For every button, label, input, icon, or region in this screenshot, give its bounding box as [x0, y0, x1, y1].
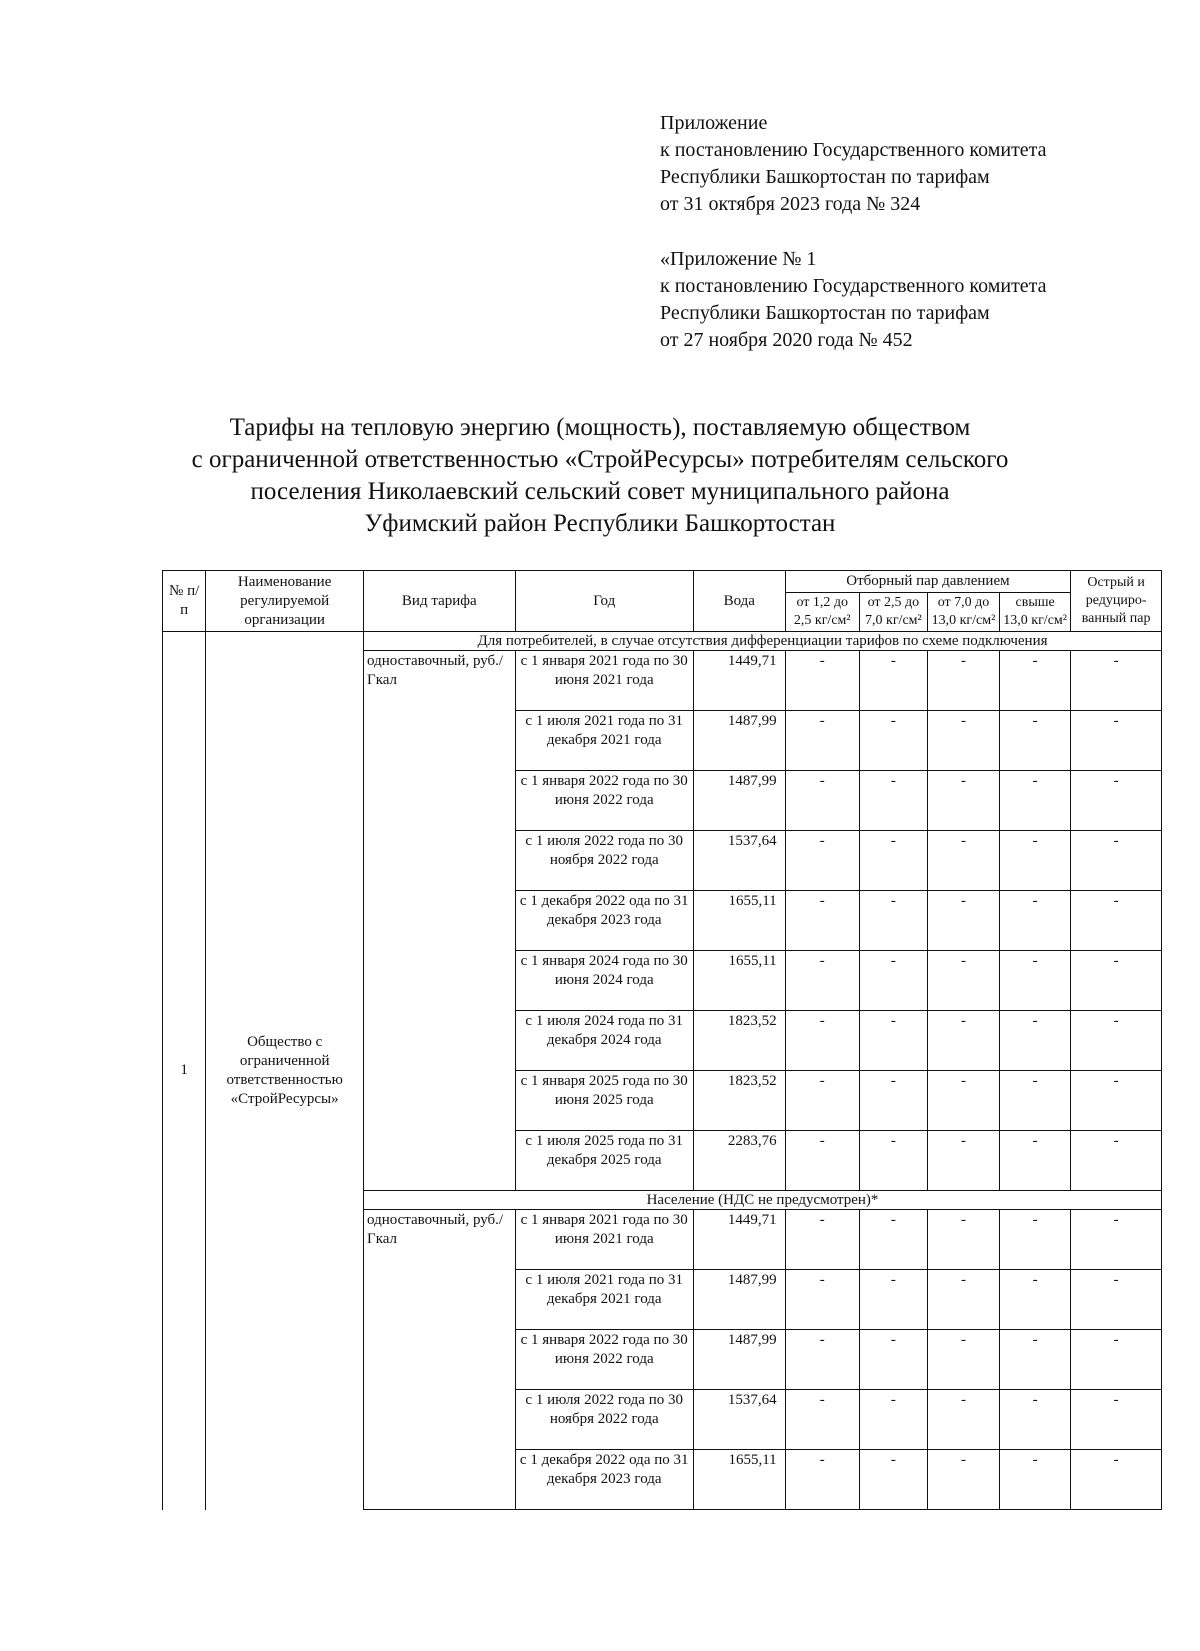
- section-title: Для потребителей, в случае отсутствия дифференциации тарифов по схеме подключения: [364, 632, 1162, 651]
- steam-3-cell: -: [927, 771, 999, 831]
- col-header-organization: Наименование регулируемой организации: [206, 571, 364, 632]
- steam-3-cell: -: [927, 1270, 999, 1330]
- sharp-steam-cell: -: [1071, 1450, 1162, 1510]
- steam-2-cell: -: [859, 1210, 927, 1270]
- steam-2-cell: -: [859, 951, 927, 1011]
- steam-3-cell: -: [927, 1450, 999, 1510]
- col-header-steam-group: Отборный пар давлением: [785, 571, 1071, 593]
- period-cell: с 1 июля 2024 года по 31 декабря 2024 года: [515, 1011, 693, 1071]
- water-tariff-cell: 2283,76: [693, 1131, 785, 1191]
- period-cell: с 1 января 2022 года по 30 июня 2022 года: [515, 771, 693, 831]
- steam-1-cell: -: [785, 771, 859, 831]
- water-tariff-cell: 1537,64: [693, 1390, 785, 1450]
- col-header-tariff-type: Вид тарифа: [364, 571, 516, 632]
- tariff-type: одноставочный, руб./Гкал: [364, 1210, 516, 1510]
- sharp-steam-cell: -: [1071, 1131, 1162, 1191]
- table-body: [163, 632, 1162, 1510]
- water-tariff-cell: 1449,71: [693, 1210, 785, 1270]
- sharp-steam-cell: -: [1071, 651, 1162, 711]
- steam-2-cell: -: [859, 651, 927, 711]
- water-tariff-cell: 1655,11: [693, 951, 785, 1011]
- col-header-year: Год: [515, 571, 693, 632]
- steam-1-cell: -: [785, 1330, 859, 1390]
- steam-4-cell: -: [1000, 1131, 1071, 1191]
- steam-3-cell: -: [927, 891, 999, 951]
- steam-3-cell: -: [927, 1390, 999, 1450]
- col-header-sharp-steam: Острый и редуциро-ванный пар: [1071, 571, 1162, 632]
- steam-4-cell: -: [1000, 651, 1071, 711]
- steam-4-cell: -: [1000, 1450, 1071, 1510]
- period-cell: с 1 декабря 2022 ода по 31 декабря 2023 года: [515, 891, 693, 951]
- appendix-1-line: к постановлению Государственного комитета: [660, 275, 1047, 297]
- steam-4-cell: -: [1000, 1210, 1071, 1270]
- steam-4-cell: -: [1000, 1270, 1071, 1330]
- col-header-steam-1: от 1,2 до 2,5 кг/см²: [785, 593, 859, 632]
- row-number: 1: [163, 632, 206, 1510]
- period-cell: с 1 декабря 2022 ода по 31 декабря 2023 года: [515, 1450, 693, 1510]
- water-tariff-cell: 1537,64: [693, 831, 785, 891]
- steam-1-cell: -: [785, 651, 859, 711]
- steam-4-cell: -: [1000, 711, 1071, 771]
- steam-2-cell: -: [859, 831, 927, 891]
- period-cell: с 1 июля 2022 года по 30 ноября 2022 года: [515, 831, 693, 891]
- steam-2-cell: -: [859, 1131, 927, 1191]
- steam-4-cell: -: [1000, 1330, 1071, 1390]
- period-cell: с 1 января 2024 года по 30 июня 2024 года: [515, 951, 693, 1011]
- steam-1-cell: -: [785, 1270, 859, 1330]
- period-cell: с 1 января 2022 года по 30 июня 2022 года: [515, 1330, 693, 1390]
- title-line: Тарифы на тепловую энергию (мощность), поставляемую обществом: [229, 414, 971, 441]
- sharp-steam-cell: -: [1071, 1390, 1162, 1450]
- period-cell: с 1 июля 2025 года по 31 декабря 2025 года: [515, 1131, 693, 1191]
- appendix-date: от 31 октября 2023 года № 324: [660, 193, 921, 215]
- sharp-steam-cell: -: [1071, 1011, 1162, 1071]
- appendix-line: к постановлению Государственного комитета: [660, 139, 1047, 161]
- water-tariff-cell: 1487,99: [693, 771, 785, 831]
- tariff-type: одноставочный, руб./Гкал: [364, 651, 516, 1191]
- appendix-line: Республики Башкортостан по тарифам: [660, 166, 990, 188]
- water-tariff-cell: 1487,99: [693, 1270, 785, 1330]
- water-tariff-cell: 1487,99: [693, 711, 785, 771]
- water-tariff-cell: 1487,99: [693, 1330, 785, 1390]
- steam-4-cell: -: [1000, 1011, 1071, 1071]
- steam-1-cell: -: [785, 1450, 859, 1510]
- section-title-row: [163, 632, 1162, 651]
- steam-2-cell: -: [859, 891, 927, 951]
- steam-4-cell: -: [1000, 771, 1071, 831]
- steam-1-cell: -: [785, 1071, 859, 1131]
- steam-4-cell: -: [1000, 951, 1071, 1011]
- steam-1-cell: -: [785, 831, 859, 891]
- steam-3-cell: -: [927, 1330, 999, 1390]
- appendix-1-title: «Приложение № 1: [660, 248, 817, 270]
- steam-2-cell: -: [859, 1390, 927, 1450]
- steam-3-cell: -: [927, 1210, 999, 1270]
- steam-1-cell: -: [785, 1011, 859, 1071]
- steam-2-cell: -: [859, 771, 927, 831]
- sharp-steam-cell: -: [1071, 1270, 1162, 1330]
- col-header-water: Вода: [693, 571, 785, 632]
- water-tariff-cell: 1823,52: [693, 1011, 785, 1071]
- steam-4-cell: -: [1000, 891, 1071, 951]
- organization-name: Общество с ограниченной ответственностью «СтройРесурсы»: [206, 632, 364, 1510]
- steam-4-cell: -: [1000, 831, 1071, 891]
- steam-4-cell: -: [1000, 1390, 1071, 1450]
- water-tariff-cell: 1449,71: [693, 651, 785, 711]
- steam-2-cell: -: [859, 1071, 927, 1131]
- col-header-steam-2: от 2,5 до 7,0 кг/см²: [859, 593, 927, 632]
- sharp-steam-cell: -: [1071, 1330, 1162, 1390]
- steam-3-cell: -: [927, 1011, 999, 1071]
- document-title: [150, 412, 1050, 540]
- steam-2-cell: -: [859, 1330, 927, 1390]
- sharp-steam-cell: -: [1071, 711, 1162, 771]
- tariff-table: [162, 570, 1162, 1510]
- steam-1-cell: -: [785, 1210, 859, 1270]
- period-cell: с 1 июля 2022 года по 30 ноября 2022 года: [515, 1390, 693, 1450]
- section-title: Население (НДС не предусмотрен)*: [364, 1191, 1162, 1210]
- steam-2-cell: -: [859, 1270, 927, 1330]
- steam-1-cell: -: [785, 711, 859, 771]
- appendix-title: Приложение: [660, 112, 768, 134]
- steam-1-cell: -: [785, 1390, 859, 1450]
- steam-3-cell: -: [927, 1071, 999, 1131]
- period-cell: с 1 января 2021 года по 30 июня 2021 года: [515, 1210, 693, 1270]
- steam-2-cell: -: [859, 711, 927, 771]
- sharp-steam-cell: -: [1071, 951, 1162, 1011]
- steam-1-cell: -: [785, 891, 859, 951]
- water-tariff-cell: 1823,52: [693, 1071, 785, 1131]
- title-line: с ограниченной ответственностью «СтройРесурсы» потребителям сельского: [191, 446, 1009, 473]
- appendix-1-header: [660, 246, 1047, 354]
- steam-4-cell: -: [1000, 1071, 1071, 1131]
- steam-3-cell: -: [927, 831, 999, 891]
- steam-3-cell: -: [927, 951, 999, 1011]
- appendix-header: [660, 110, 1047, 218]
- period-cell: с 1 июля 2021 года по 31 декабря 2021 года: [515, 711, 693, 771]
- sharp-steam-cell: -: [1071, 1210, 1162, 1270]
- steam-3-cell: -: [927, 711, 999, 771]
- title-line: поселения Николаевский сельский совет муниципального района: [250, 478, 950, 505]
- period-cell: с 1 января 2021 года по 30 июня 2021 года: [515, 651, 693, 711]
- period-cell: с 1 января 2025 года по 30 июня 2025 года: [515, 1071, 693, 1131]
- appendix-1-date: от 27 ноября 2020 года № 452: [660, 329, 913, 351]
- period-cell: с 1 июля 2021 года по 31 декабря 2021 года: [515, 1270, 693, 1330]
- sharp-steam-cell: -: [1071, 1071, 1162, 1131]
- sharp-steam-cell: -: [1071, 891, 1162, 951]
- steam-1-cell: -: [785, 1131, 859, 1191]
- steam-2-cell: -: [859, 1450, 927, 1510]
- steam-1-cell: -: [785, 951, 859, 1011]
- steam-3-cell: -: [927, 1131, 999, 1191]
- water-tariff-cell: 1655,11: [693, 1450, 785, 1510]
- water-tariff-cell: 1655,11: [693, 891, 785, 951]
- title-line: Уфимский район Республики Башкортостан: [364, 510, 836, 537]
- sharp-steam-cell: -: [1071, 831, 1162, 891]
- col-header-num: № п/п: [163, 571, 206, 632]
- steam-3-cell: -: [927, 651, 999, 711]
- col-header-steam-4: свыше 13,0 кг/см²: [1000, 593, 1071, 632]
- steam-2-cell: -: [859, 1011, 927, 1071]
- appendix-1-line: Республики Башкортостан по тарифам: [660, 302, 990, 324]
- col-header-steam-3: от 7,0 до 13,0 кг/см²: [927, 593, 999, 632]
- sharp-steam-cell: -: [1071, 771, 1162, 831]
